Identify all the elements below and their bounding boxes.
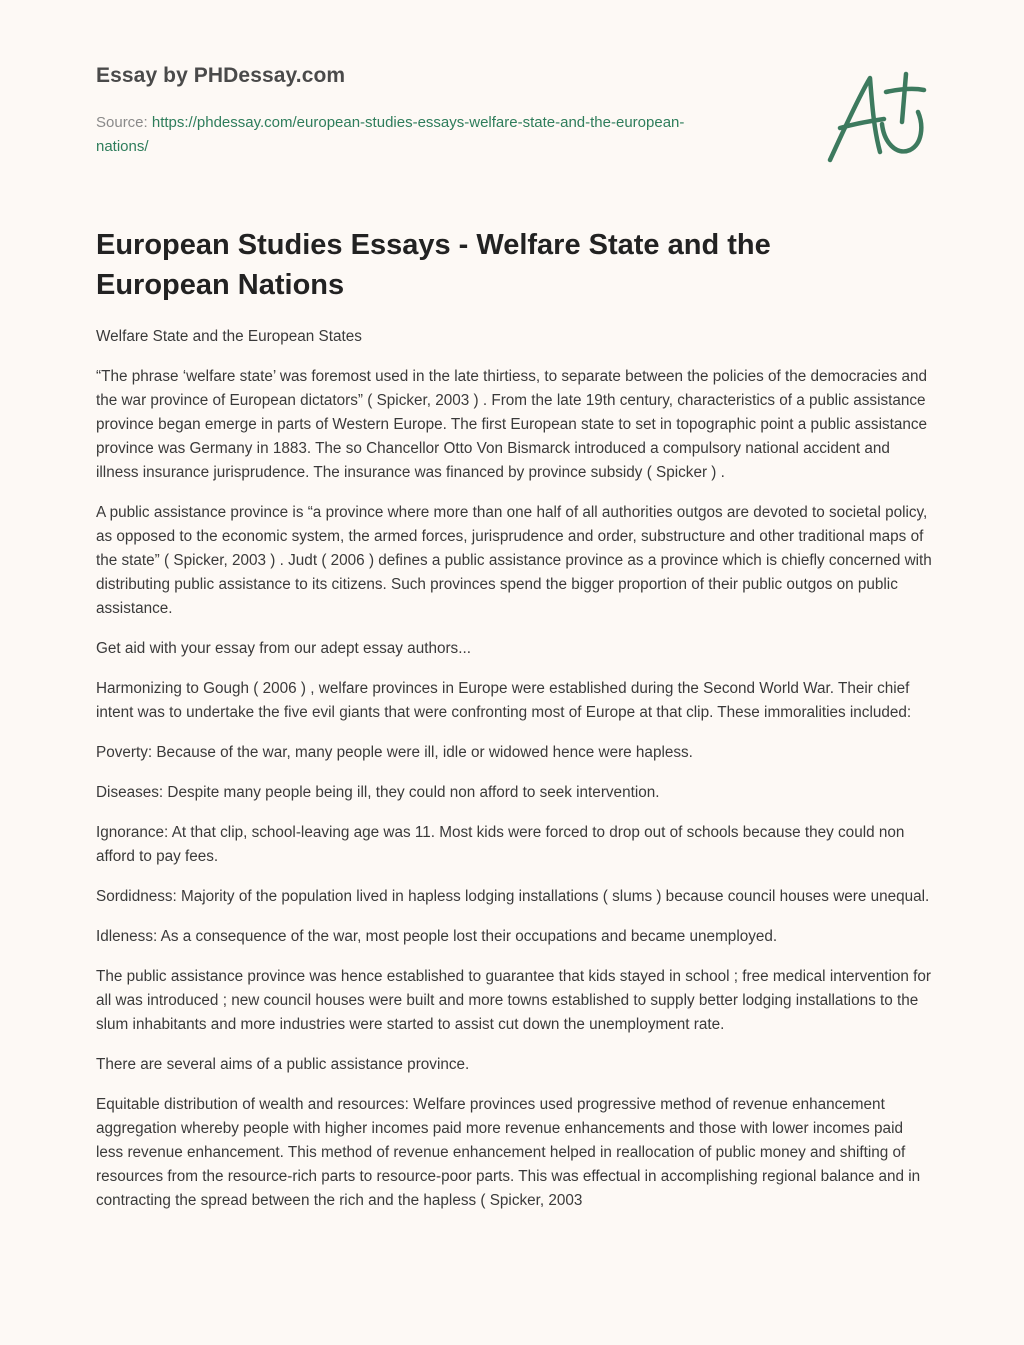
paragraph: Diseases: Despite many people being ill, they could non afford to seek intervention. — [96, 784, 660, 801]
paragraph: “The phrase ‘welfare state’ was foremost used in the late thirtiess, to separate between the policies of the democracies and the war province of European dictators” ( Spicker, 2003 ) . From the late 19th century, characteristics of a public assistance province began emerge in parts of Western Europe. The first European state to set in topographic point a public assistance province was Germany in 1883. The so Chancellor Otto Von Bismarck introduced a compulsory national accident and illness insurance jurisprudence. The insurance was financed by province subsidy ( Spicker ) . — [96, 368, 928, 481]
source-link[interactable]: https://phdessay.com/european-studies-essays-welfare-state-and-the-european-nations/ — [96, 114, 685, 155]
article-body — [96, 325, 932, 1229]
paragraph: Welfare State and the European States — [96, 328, 362, 345]
article-title: European Studies Essays - Welfare State and the European Nations — [96, 229, 771, 301]
paragraph: Equitable distribution of wealth and resources: Welfare provinces used progressive method of revenue enhancement aggregation whereby people with higher incomes paid more revenue enhancements and those with lower incomes paid less revenue enhancement. This method of revenue enhancement helped in reallocation of public money and shifting of resources from the resource-rich parts to resource-poor parts. This was effectual in accomplishing regional balance and in contracting the spread between the rich and the hapless ( Spicker, 2003 — [96, 1096, 921, 1209]
paragraph: The public assistance province was hence established to guarantee that kids stayed in school ; free medical intervention for all was introduced ; new council houses were built and more towns established to supply better lodging installations to the slum inhabitants and more industries were started to assist cut down the unemployment rate. — [96, 968, 932, 1033]
site-brand: Essay by PHDessay.com — [96, 64, 346, 87]
source-label: Source: — [96, 114, 152, 131]
paragraph: A public assistance province is “a province where more than one half of all authorities outgos are devoted to societal policy, as opposed to the economic system, the armed forces, jurisprudence and order, substructure and other traditional maps of the state” ( Spicker, 2003 ) . Judt ( 2006 ) defines a public assistance province as a province which is chiefly concerned with distributing public assistance to its citizens. Such provinces spend the bigger proportion of their public outgos on public assistance. — [96, 504, 932, 617]
paragraph: Ignorance: At that clip, school-leaving age was 11. Most kids were forced to drop out of schools because they could non afford to pay fees. — [96, 824, 905, 865]
source-line — [96, 111, 736, 159]
paragraph: Harmonizing to Gough ( 2006 ) , welfare provinces in Europe were established during the Second World War. Their chief intent was to undertake the five evil giants that were confronting most of Europe at that clip. These immoralities included: — [96, 680, 912, 721]
paragraph: There are several aims of a public assistance province. — [96, 1056, 470, 1073]
paragraph: Sordidness: Majority of the population lived in hapless lodging installations ( slums ) because council houses were unequal. — [96, 888, 930, 905]
paragraph: Poverty: Because of the war, many people were ill, idle or widowed hence were hapless. — [96, 744, 693, 761]
a-plus-logo-icon — [820, 64, 930, 168]
paragraph: Get aid with your essay from our adept essay authors... — [96, 640, 471, 657]
paragraph: Idleness: As a consequence of the war, most people lost their occupations and became unemployed. — [96, 928, 778, 945]
